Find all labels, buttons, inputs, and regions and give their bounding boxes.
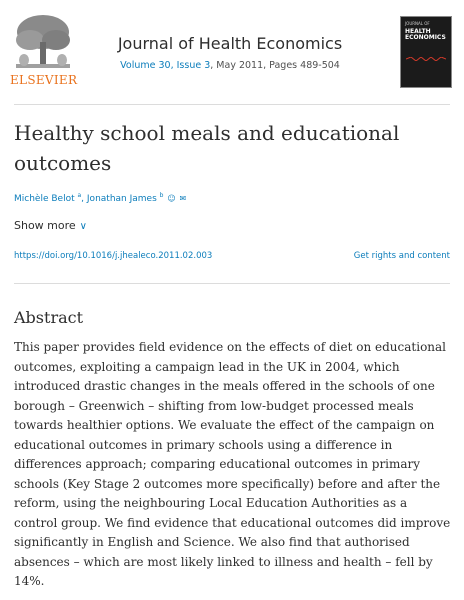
volume-issue-link[interactable]: Volume 30, Issue 3: [120, 60, 211, 71]
issue-date-pages: , May 2011, Pages 489-504: [210, 60, 340, 71]
rights-link[interactable]: Get rights and content: [353, 251, 450, 261]
cover-line-2: HEALTH ECONOMICS: [405, 28, 446, 41]
journal-title[interactable]: Journal of Health Economics: [117, 34, 343, 53]
journal-header: [0, 0, 464, 104]
cover-graphic: [406, 57, 446, 61]
envelope-icon[interactable]: ✉: [179, 194, 187, 203]
author-list: Michèle Belot $^a$, Jonathan James $^b$ ☺ ✉: [14, 192, 187, 204]
cover-line-1: JOURNAL OF: [405, 21, 430, 26]
author-affiliation: b: [159, 192, 164, 199]
divider: [14, 283, 450, 284]
author-link[interactable]: Jonathan James: [86, 194, 157, 204]
article-title: Healthy school meals and educational outcomes: [14, 121, 400, 175]
divider: [14, 104, 450, 105]
show-more-button[interactable]: [14, 219, 87, 232]
author-link[interactable]: Michèle Belot: [14, 194, 75, 204]
author-affiliation: a: [77, 192, 82, 199]
abstract-text: This paper provides field evidence on the effects of diet on educational outcomes, exploiting a campaign lead in the UK in 2004, which introduced drastic changes in the meals offered in the schools of one borough – Greenwich – shifting from low-budget processed meals towards healthier options. We evaluate the effect of the campaign on educational outcomes in primary schools using a difference in differences approach; comparing educational outcomes in primary schools (Key Stage 2 outcomes more specifically) before and after the reform, using the neighbouring Local Education Authorities as a control group. We find evidence that educational outcomes did improve significantly in English and Science. We also find that authorised absences – which are most likely linked to illness and health – fell by 14%.: [14, 340, 451, 588]
person-icon[interactable]: ☺: [167, 194, 176, 203]
abstract-heading: Abstract: [14, 308, 84, 327]
doi-link[interactable]: https://doi.org/10.1016/j.jhealeco.2011.02.003: [14, 251, 213, 261]
show-more-label: Show more: [14, 219, 76, 232]
journal-issue-info: [80, 60, 380, 71]
journal-cover[interactable]: [400, 16, 452, 88]
publisher-name: ELSEVIER: [10, 73, 78, 87]
chevron-down-icon: ∨: [79, 221, 87, 232]
